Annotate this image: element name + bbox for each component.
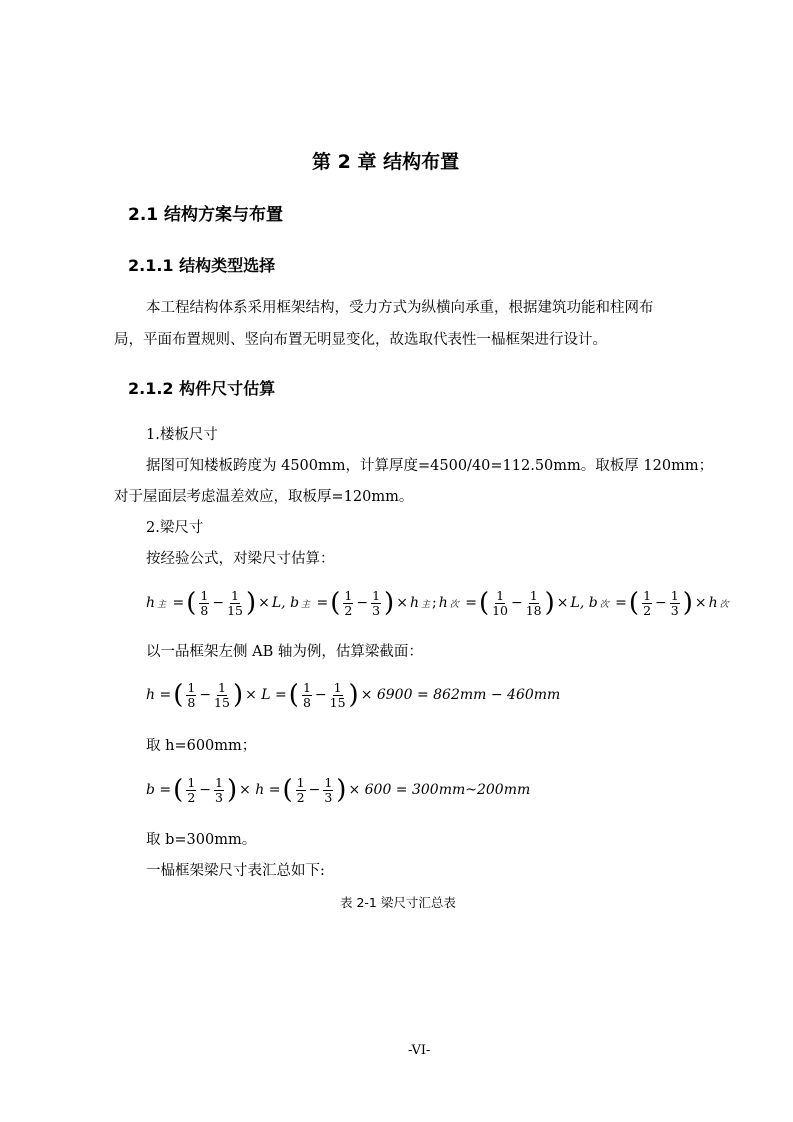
summary-intro: 一榀框架梁尺寸表汇总如下: — [146, 863, 325, 879]
equation-beam-estimate: h 主 = ( $\frac{1}{8}$ − $\frac{1}{15}$ ) × L, b 主 = ( $\frac{1}{2}$ − $\frac{1}{3}$ ) × h 主 ; h 次 = ( $\frac{1}{10}$ − $\frac{1}{18}$ ) × L, b 次 = ( $\frac{1}{2}$ − $\frac{1}{3}$ ) × h 次 — [146, 587, 729, 618]
example-intro: 以一品框架左侧 AB 轴为例，估算梁截面： — [146, 644, 423, 660]
section-heading-2-1: 2.1 结构方案与布置 — [128, 205, 284, 225]
paragraph-structure-type-line2: 局，平面布置规则、竖向布置无明显变化，故选取代表性一榀框架进行设计。 — [114, 332, 607, 348]
paragraph-slab-line1: 据图可知楼板跨度为 4500mm，计算厚度=4500/40=112.50mm。取板厚 120mm； — [146, 458, 714, 474]
formula-intro: 按经验公式，对梁尺寸估算： — [146, 551, 335, 567]
section-heading-2-1-2: 2.1.2 构件尺寸估算 — [128, 379, 276, 398]
list-item-beam-size: 2.梁尺寸 — [146, 520, 204, 536]
equation-beam-height: h = ( $\frac{1}{8}$ − $\frac{1}{15}$ ) × L = ( $\frac{1}{8}$ − $\frac{1}{15}$ ) × 6900 = 862mm − 460mm — [146, 679, 561, 710]
equation-beam-width: b = ( $\frac{1}{2}$ − $\frac{1}{3}$ ) × h = ( $\frac{1}{2}$ − $\frac{1}{3}$ ) × 600 = 300mm~200mm — [146, 774, 531, 805]
chapter-title: 第 2 章 结构布置 — [312, 151, 460, 173]
take-h-text: 取 h=600mm； — [146, 738, 257, 754]
list-item-slab-size: 1.楼板尺寸 — [146, 427, 218, 443]
paragraph-slab-line2: 对于屋面层考虑温差效应，取板厚=120mm。 — [114, 489, 414, 505]
section-heading-2-1-1: 2.1.1 结构类型选择 — [128, 256, 276, 275]
page-number: -VI- — [408, 1043, 431, 1058]
take-b-text: 取 b=300mm。 — [146, 832, 257, 848]
table-caption: 表 2-1 梁尺寸汇总表 — [340, 895, 456, 910]
paragraph-structure-type-line1: 本工程结构体系采用框架结构，受力方式为纵横向承重，根据建筑功能和柱网布 — [146, 300, 654, 316]
